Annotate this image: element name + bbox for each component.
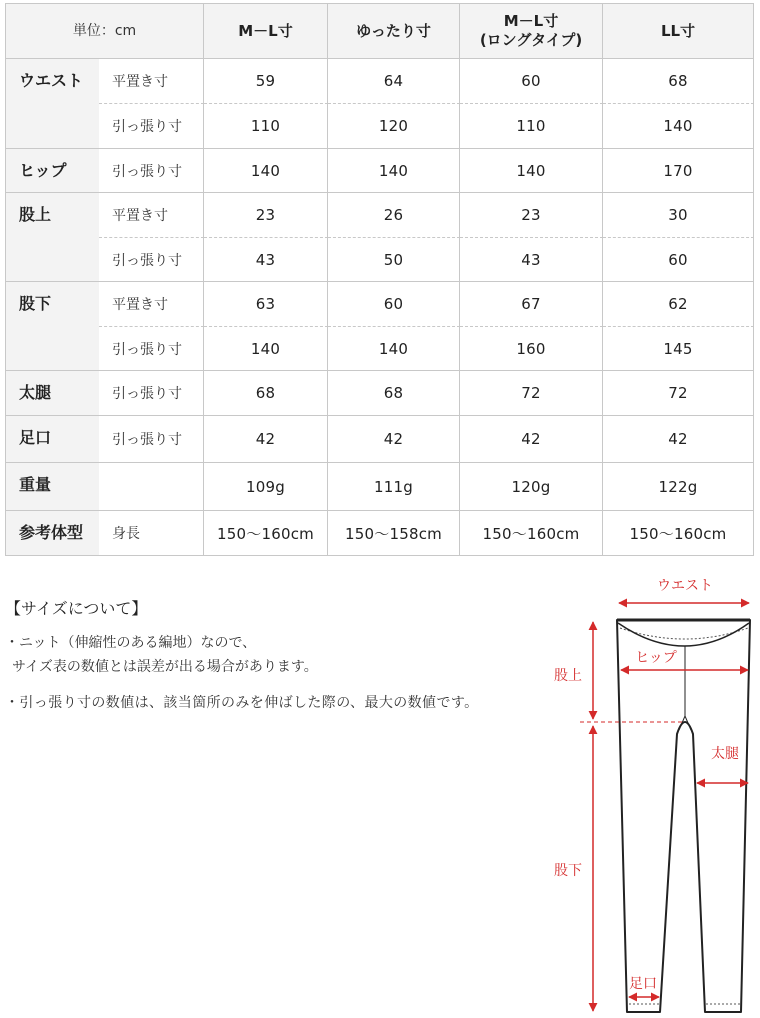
row-group-hip: ヒップ [6, 149, 99, 193]
column-header-sublabel: (ロングタイプ) [479, 31, 583, 49]
column-header-ml [204, 4, 328, 59]
value-ml: 110 [204, 104, 328, 149]
value-ml-long: 160 [460, 327, 603, 371]
hem-label: 足口 [629, 976, 657, 992]
value-relaxed: 150〜158cm [328, 511, 460, 556]
table-header [6, 4, 754, 59]
value-ml: 63 [204, 282, 328, 327]
column-header-relaxed [328, 4, 460, 59]
size-row-waist-flat [6, 59, 754, 104]
measure-label: 引っ張り寸 [99, 238, 204, 282]
note-item-knit: ・ニット（伸縮性のある編地）なので、 [5, 635, 257, 651]
value-relaxed: 50 [328, 238, 460, 282]
value-relaxed: 120 [328, 104, 460, 149]
value-ml-long: 67 [460, 282, 603, 327]
value-ml: 23 [204, 193, 328, 238]
measure-label-empty [99, 463, 204, 511]
value-ll: 145 [603, 327, 754, 371]
waist-label: ウエスト [657, 578, 713, 594]
row-group-waist: ウエスト [6, 59, 99, 149]
measure-label: 引っ張り寸 [99, 104, 204, 149]
measure-label: 平置き寸 [99, 59, 204, 104]
row-group-thigh: 太腿 [6, 371, 99, 416]
note-item-stretch-measure: ・引っ張り寸の数値は、該当箇所のみを伸ばした際の、最大の数値です。 [5, 695, 479, 711]
value-ll: 72 [603, 371, 754, 416]
size-row-thigh-stretch [6, 371, 754, 416]
row-group-reference-body: 参考体型 [6, 511, 99, 556]
value-ml-long: 43 [460, 238, 603, 282]
notes-heading: 【サイズについて】 [5, 599, 148, 618]
hip-label: ヒップ [635, 650, 677, 666]
value-ml-long: 60 [460, 59, 603, 104]
value-ml: 42 [204, 416, 328, 463]
column-header-ll [603, 4, 754, 59]
value-ml: 150〜160cm [204, 511, 328, 556]
value-ml-long: 72 [460, 371, 603, 416]
column-header-ml-long [460, 4, 603, 59]
measure-label: 引っ張り寸 [99, 149, 204, 193]
value-ll: 62 [603, 282, 754, 327]
column-header-label: M－L寸 [503, 12, 559, 30]
column-header-label: LL寸 [660, 21, 696, 40]
value-ml: 68 [204, 371, 328, 416]
value-ml: 140 [204, 149, 328, 193]
measure-label: 平置き寸 [99, 282, 204, 327]
table-body [6, 59, 754, 556]
value-relaxed: 140 [328, 327, 460, 371]
note-item-knit-continued: サイズ表の数値とは誤差が出る場合があります。 [12, 659, 318, 675]
value-ml-long: 150〜160cm [460, 511, 603, 556]
size-chart-table [5, 3, 754, 556]
measure-label: 身長 [99, 511, 204, 556]
value-relaxed: 68 [328, 371, 460, 416]
rise-label: 股上 [554, 668, 582, 684]
size-row-hem-stretch [6, 416, 754, 463]
column-header-label: ゆったり寸 [356, 21, 431, 40]
size-row-weight [6, 463, 754, 511]
value-ll: 30 [603, 193, 754, 238]
value-relaxed: 26 [328, 193, 460, 238]
value-ll: 122g [603, 463, 754, 511]
value-ml-long: 42 [460, 416, 603, 463]
value-ml: 43 [204, 238, 328, 282]
unit-label: 単位：cm [6, 4, 204, 59]
value-ml: 59 [204, 59, 328, 104]
size-row-reference-height [6, 511, 754, 556]
value-relaxed: 140 [328, 149, 460, 193]
value-ml-long: 110 [460, 104, 603, 149]
size-row-inseam-flat [6, 282, 754, 327]
measure-label: 引っ張り寸 [99, 371, 204, 416]
inseam-label: 股下 [554, 863, 582, 879]
row-group-rise: 股上 [6, 193, 99, 282]
value-ll: 170 [603, 149, 754, 193]
value-relaxed: 111g [328, 463, 460, 511]
measure-label: 引っ張り寸 [99, 327, 204, 371]
value-ll: 60 [603, 238, 754, 282]
row-group-weight: 重量 [6, 463, 99, 511]
value-ml: 140 [204, 327, 328, 371]
leggings-measurement-diagram [540, 570, 760, 1018]
value-ll: 140 [603, 104, 754, 149]
column-header-label: M－L寸 [238, 21, 293, 40]
header-row [6, 4, 754, 59]
size-row-rise-stretch [6, 238, 754, 282]
value-relaxed: 42 [328, 416, 460, 463]
thigh-label: 太腿 [711, 746, 739, 762]
size-row-inseam-stretch [6, 327, 754, 371]
value-ml-long: 140 [460, 149, 603, 193]
value-relaxed: 64 [328, 59, 460, 104]
measure-label: 引っ張り寸 [99, 416, 204, 463]
row-group-inseam: 股下 [6, 282, 99, 371]
value-ml-long: 23 [460, 193, 603, 238]
size-row-waist-stretch [6, 104, 754, 149]
size-row-hip-stretch [6, 149, 754, 193]
value-ml-long: 120g [460, 463, 603, 511]
value-ll: 42 [603, 416, 754, 463]
value-ml: 109g [204, 463, 328, 511]
size-row-rise-flat [6, 193, 754, 238]
measure-label: 平置き寸 [99, 193, 204, 238]
value-ll: 150〜160cm [603, 511, 754, 556]
value-ll: 68 [603, 59, 754, 104]
leggings-outline [617, 620, 750, 1012]
value-relaxed: 60 [328, 282, 460, 327]
row-group-hem: 足口 [6, 416, 99, 463]
